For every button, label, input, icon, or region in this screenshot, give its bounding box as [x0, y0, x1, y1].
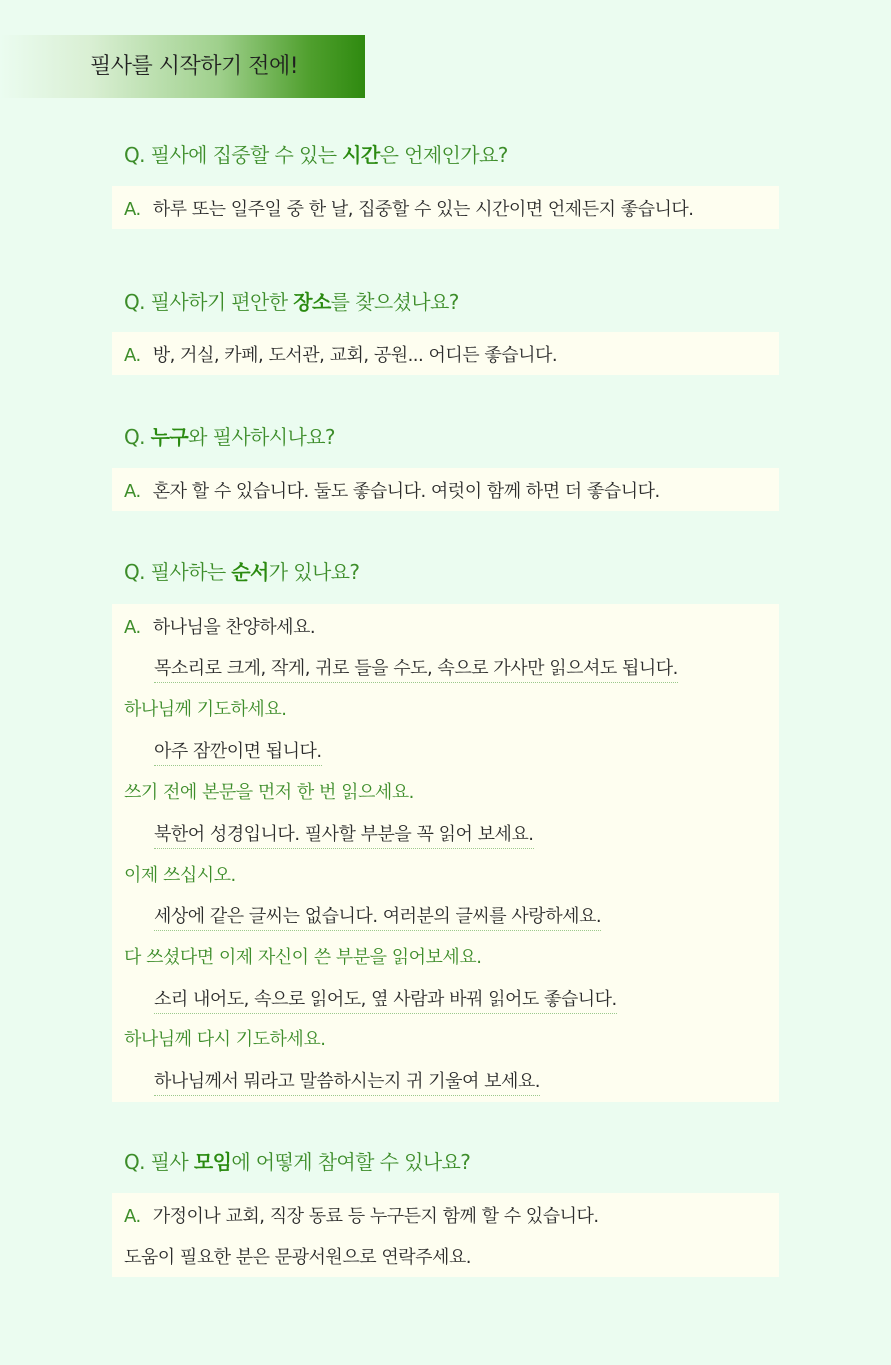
faq-question-place: Q. 필사하기 편안한 장소를 찾으셨나요? — [124, 290, 459, 314]
step-title: 다 쓰셨다면 이제 자신이 쓴 부분을 읽어보세요. — [124, 947, 482, 968]
faq-question-who: Q. 누구와 필사하시나요? — [124, 425, 335, 449]
step-note: 목소리로 크게, 작게, 귀로 들을 수도, 속으로 가사만 읽으셔도 됩니다. — [154, 654, 678, 683]
step-note: 소리 내어도, 속으로 읽어도, 옆 사람과 바꿔 읽어도 좋습니다. — [154, 985, 617, 1014]
answer-label: A. — [124, 1206, 141, 1227]
answer-text: 하루 또는 일주일 중 한 날, 집중할 수 있는 시간이면 언제든지 좋습니다. — [152, 199, 694, 220]
step-title: 하나님께 다시 기도하세요. — [124, 1029, 326, 1050]
answer-text-contact: 도움이 필요한 분은 문광서원으로 연락주세요. — [124, 1247, 471, 1268]
faq-answer-time — [112, 186, 779, 229]
step-note: 아주 잠깐이면 됩니다. — [154, 737, 322, 766]
step-title: 쓰기 전에 본문을 먼저 한 번 읽으세요. — [124, 782, 414, 803]
answer-label: A. — [124, 617, 141, 638]
question-keyword: 모임 — [193, 1150, 232, 1174]
section-banner — [0, 35, 365, 98]
step-item — [124, 613, 315, 639]
answer-text: 가정이나 교회, 직장 동료 등 누구든지 함께 할 수 있습니다. — [152, 1206, 599, 1227]
question-keyword: 장소 — [293, 290, 331, 314]
faq-question-order: Q. 필사하는 순서가 있나요? — [124, 560, 360, 584]
step-title: 이제 쓰십시오. — [124, 865, 236, 886]
step-note: 세상에 같은 글씨는 없습니다. 여러분의 글씨를 사랑하세요. — [154, 902, 601, 931]
answer-text: 방, 거실, 카페, 도서관, 교회, 공원... 어디든 좋습니다. — [152, 345, 558, 366]
question-keyword: 시간 — [342, 143, 380, 167]
faq-answer-meeting — [112, 1193, 779, 1277]
faq-question-meeting: Q. 필사 모임에 어떻게 참여할 수 있나요? — [124, 1150, 471, 1174]
step-note: 북한어 성경입니다. 필사할 부분을 꼭 읽어 보세요. — [154, 820, 534, 849]
answer-label: A. — [124, 199, 141, 220]
step-title: 하나님을 찬양하세요. — [152, 617, 316, 638]
faq-answer-order — [112, 604, 779, 1102]
question-keyword: 누구 — [150, 425, 189, 449]
banner-title: 필사를 시작하기 전에! — [90, 54, 299, 79]
answer-text: 혼자 할 수 있습니다. 둘도 좋습니다. 여럿이 함께 하면 더 좋습니다. — [152, 481, 660, 502]
step-note: 하나님께서 뭐라고 말씀하시는지 귀 기울여 보세요. — [154, 1067, 540, 1096]
faq-answer-place — [112, 332, 779, 375]
step-title: 하나님께 기도하세요. — [124, 699, 287, 720]
answer-label: A. — [124, 345, 141, 366]
answer-label: A. — [124, 481, 141, 502]
question-keyword: 순서 — [231, 560, 269, 584]
faq-question-time: Q. 필사에 집중할 수 있는 시간은 언제인가요? — [124, 143, 508, 167]
faq-answer-who — [112, 468, 779, 511]
